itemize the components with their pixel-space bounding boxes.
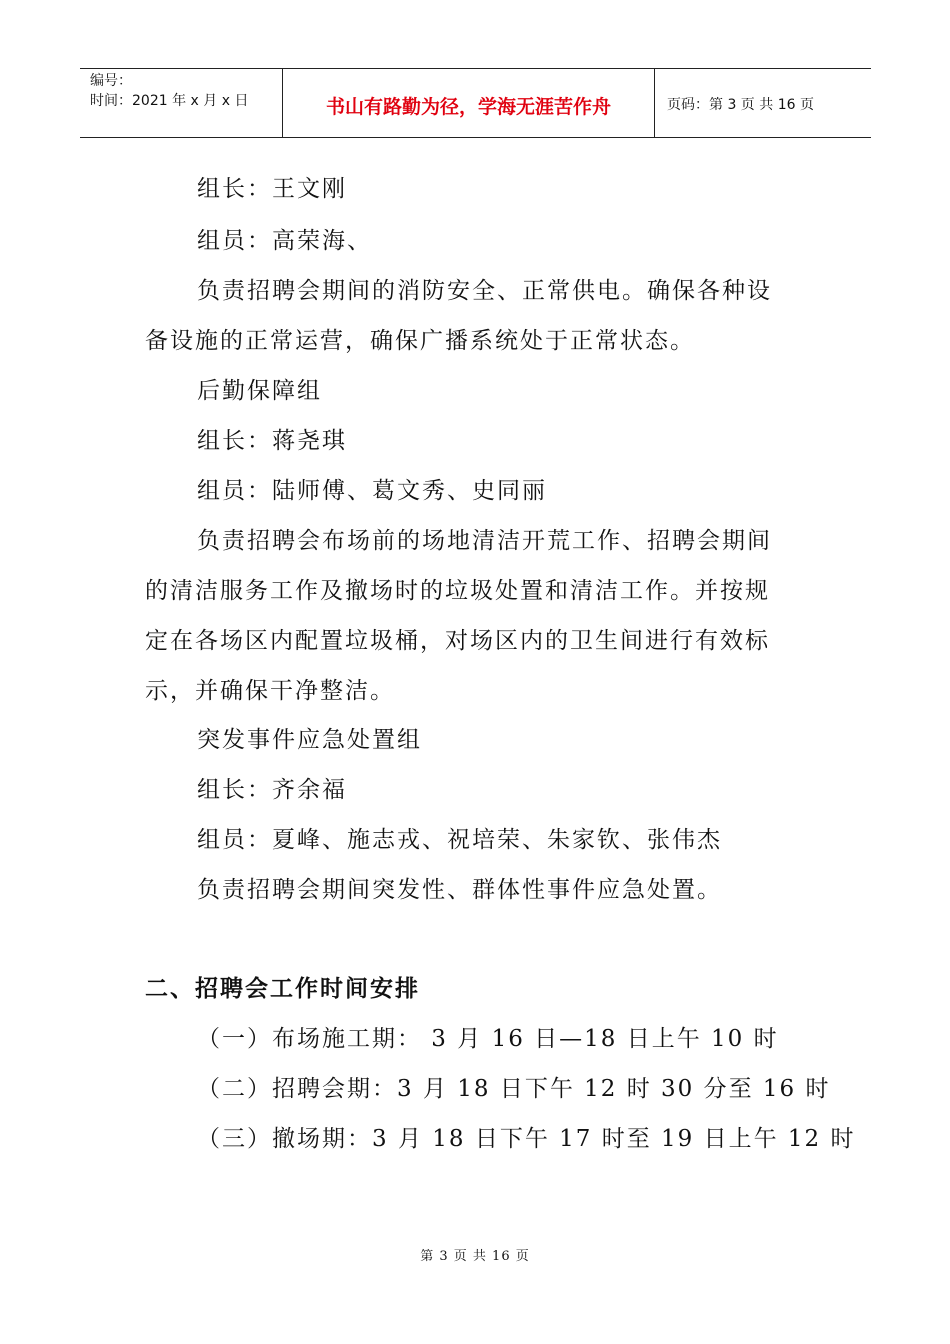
- leader-line: 组长：齐余福: [197, 777, 347, 803]
- duty-paragraph-line: 示，并确保干净整洁。: [145, 678, 395, 704]
- duty-paragraph-line: 的清洁服务工作及撤场时的垃圾处置和清洁工作。并按规: [145, 578, 770, 604]
- header-page-info: 页码：第 3 页 共 16 页: [667, 97, 814, 113]
- members-line: 组员：陆师傅、葛文秀、史同丽: [197, 478, 547, 504]
- document-header: [80, 68, 871, 138]
- duty-paragraph-line: 负责招聘会期间突发性、群体性事件应急处置。: [197, 877, 722, 903]
- duty-paragraph-line: 备设施的正常运营，确保广播系统处于正常状态。: [145, 328, 695, 354]
- schedule-item: （三）撤场期：3 月 18 日下午 17 时至 19 日上午 12 时: [197, 1126, 856, 1152]
- section-heading: 二、招聘会工作时间安排: [145, 976, 420, 1002]
- duty-paragraph-line: 负责招聘会期间的消防安全、正常供电。确保各种设: [197, 278, 772, 304]
- header-page-cell: [655, 69, 871, 137]
- serial-number-label: 编号：: [90, 73, 132, 89]
- group-title: 后勤保障组: [197, 378, 322, 404]
- members-line: 组员：夏峰、施志戎、祝培荣、朱家钦、张伟杰: [197, 827, 722, 853]
- header-motto-cell: [283, 69, 655, 137]
- leader-line: 组长：蒋尧琪: [197, 428, 347, 454]
- date-label: 时间：2021 年 x 月 x 日: [90, 93, 249, 109]
- members-line: 组员：高荣海、: [197, 228, 372, 254]
- schedule-item: （二）招聘会期：3 月 18 日下午 12 时 30 分至 16 时: [197, 1076, 831, 1102]
- page-footer: 第 3 页 共 16 页: [420, 1249, 530, 1264]
- motto-text: 书山有路勤为径，学海无涯苦作舟: [325, 95, 611, 118]
- group-title: 突发事件应急处置组: [197, 727, 422, 753]
- schedule-item: （一）布场施工期： 3 月 16 日—18 日上午 10 时: [197, 1026, 779, 1052]
- header-meta-cell: [80, 69, 283, 137]
- duty-paragraph-line: 负责招聘会布场前的场地清洁开荒工作、招聘会期间: [197, 528, 772, 554]
- duty-paragraph-line: 定在各场区内配置垃圾桶，对场区内的卫生间进行有效标: [145, 628, 770, 654]
- leader-line: 组长：王文刚: [197, 176, 347, 202]
